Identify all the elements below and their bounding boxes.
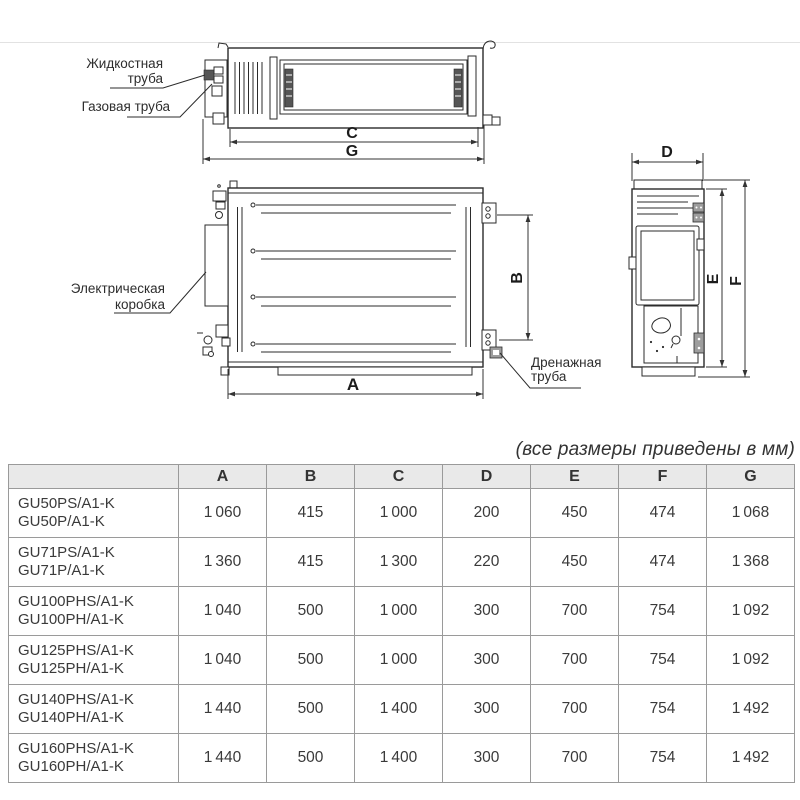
- electrical-box-label: Электрическая: [70, 281, 165, 296]
- valve-fittings: [197, 325, 230, 375]
- electrical-box: [205, 225, 228, 306]
- access-panel: [636, 226, 699, 305]
- dimension-value-cell: 1 360: [179, 538, 267, 587]
- dim-label-F: F: [728, 276, 745, 286]
- pipe-fitting: [213, 113, 224, 124]
- table-header-row: [9, 465, 795, 489]
- model-name: GU71P/A1-K: [18, 562, 105, 579]
- table-row: [9, 538, 795, 587]
- dimension-value-cell: 300: [443, 685, 531, 734]
- callout-gas-pipe: [82, 84, 212, 117]
- gas-pipe-fitting: [212, 86, 222, 96]
- drain-pipe-label: труба: [531, 369, 567, 384]
- dimension-value-cell: 1 000: [355, 489, 443, 538]
- column-header-C: C: [355, 465, 443, 489]
- dimension-value-cell: 1 400: [355, 685, 443, 734]
- dimension-value-cell: 474: [619, 489, 707, 538]
- model-name: GU100PHS/A1-K: [18, 593, 134, 610]
- table-row: [9, 685, 795, 734]
- unit-body-front: [228, 188, 483, 367]
- dimension-value-cell: 1 068: [707, 489, 795, 538]
- dim-label-A: A: [346, 375, 360, 394]
- mounting-bracket: [482, 203, 496, 223]
- model-name: GU160PHS/A1-K: [18, 740, 134, 757]
- dimension-value-cell: 754: [619, 734, 707, 783]
- dimension-value-cell: 500: [267, 636, 355, 685]
- dimension-value-cell: 700: [531, 636, 619, 685]
- dimension-value-cell: 300: [443, 636, 531, 685]
- dimension-value-cell: 500: [267, 685, 355, 734]
- vent-hatch-lines: [235, 62, 262, 114]
- hanger-hook-icon: [218, 43, 228, 48]
- dim-label-D: D: [661, 144, 673, 161]
- dimension-value-cell: 300: [443, 587, 531, 636]
- dimension-value-cell: 415: [267, 489, 355, 538]
- dimension-value-cell: 1 000: [355, 636, 443, 685]
- dimension-value-cell: 450: [531, 489, 619, 538]
- dim-label-C: C: [346, 125, 358, 142]
- dimension-value-cell: 474: [619, 538, 707, 587]
- callout-liquid-pipe: [86, 56, 205, 88]
- dimension-value-cell: 300: [443, 734, 531, 783]
- dimension-value-cell: 1 492: [707, 685, 795, 734]
- model-names-cell: [9, 685, 179, 734]
- column-header-G: G: [707, 465, 795, 489]
- dimension-value-cell: 1 092: [707, 587, 795, 636]
- side-view-drawing: [629, 180, 704, 376]
- drain-pipe-fitting: [490, 347, 502, 358]
- hanger-hook-icon: [483, 41, 495, 49]
- liquid-pipe-label: труба: [127, 71, 163, 86]
- column-header-B: B: [267, 465, 355, 489]
- lower-panel: [644, 306, 698, 363]
- dimensions-table: [8, 464, 795, 783]
- model-names-cell: [9, 636, 179, 685]
- air-outlet-flange: [280, 60, 467, 114]
- dimension-value-cell: 200: [443, 489, 531, 538]
- dimension-value-cell: 500: [267, 587, 355, 636]
- model-names-cell: [9, 587, 179, 636]
- column-header-E: E: [531, 465, 619, 489]
- model-name: GU140PHS/A1-K: [18, 691, 134, 708]
- dimension-E: [705, 189, 727, 367]
- dimensions-table-body: [9, 489, 795, 783]
- bottom-flange: [278, 367, 472, 375]
- side-tab: [697, 239, 704, 250]
- model-names-cell: [9, 734, 179, 783]
- column-header-F: F: [619, 465, 707, 489]
- model-name: GU50PS/A1-K: [18, 495, 115, 512]
- dimension-value-cell: 700: [531, 587, 619, 636]
- dimension-value-cell: 415: [267, 538, 355, 587]
- dimension-value-cell: 1 060: [179, 489, 267, 538]
- top-view-drawing: [204, 41, 500, 128]
- dim-label-B: B: [509, 272, 526, 284]
- side-fitting: [492, 117, 500, 125]
- drain-pipe-label: Дренажная: [531, 355, 602, 370]
- dim-label-G: G: [345, 143, 359, 160]
- flange-strip: [468, 56, 476, 116]
- flange-strip: [270, 57, 277, 119]
- callout-electrical-box: [71, 272, 206, 313]
- hanger-bracket: [230, 181, 237, 188]
- gas-pipe-label: Газовая труба: [81, 99, 170, 114]
- table-corner-cell: [9, 465, 179, 489]
- dimension-value-cell: 700: [531, 734, 619, 783]
- table-row: [9, 489, 795, 538]
- dimension-value-cell: 1 368: [707, 538, 795, 587]
- bottom-flange: [642, 367, 695, 376]
- callout-drain-pipe: [500, 353, 601, 388]
- dimension-value-cell: 1 092: [707, 636, 795, 685]
- model-names-cell: [9, 489, 179, 538]
- dimension-value-cell: 754: [619, 636, 707, 685]
- liquid-pipe-fitting: [204, 70, 214, 80]
- table-row: [9, 587, 795, 636]
- dimension-value-cell: 1 440: [179, 734, 267, 783]
- dimension-value-cell: 754: [619, 685, 707, 734]
- side-fitting: [483, 115, 492, 125]
- dimension-D: [632, 144, 703, 181]
- units-note: (все размеры приведены в мм): [515, 439, 795, 460]
- refrigerant-fittings: [213, 185, 226, 219]
- dimension-value-cell: 754: [619, 587, 707, 636]
- dimension-value-cell: 1 400: [355, 734, 443, 783]
- top-flange: [634, 180, 702, 189]
- model-name: GU125PHS/A1-K: [18, 642, 134, 659]
- dimension-value-cell: 1 040: [179, 587, 267, 636]
- model-names-cell: [9, 538, 179, 587]
- pipe-fitting: [214, 67, 223, 74]
- model-name: GU50P/A1-K: [18, 513, 105, 530]
- model-name: GU71PS/A1-K: [18, 544, 115, 561]
- dimension-value-cell: 1 000: [355, 587, 443, 636]
- dimension-value-cell: 700: [531, 685, 619, 734]
- dimension-value-cell: 450: [531, 538, 619, 587]
- model-name: GU125PH/A1-K: [18, 660, 124, 677]
- column-header-A: A: [179, 465, 267, 489]
- dimension-value-cell: 1 492: [707, 734, 795, 783]
- dimension-value-cell: 500: [267, 734, 355, 783]
- side-tab: [629, 257, 636, 269]
- dim-label-E: E: [705, 273, 722, 285]
- dimension-value-cell: 220: [443, 538, 531, 587]
- liquid-pipe-label: Жидкостная: [86, 56, 163, 71]
- column-header-D: D: [443, 465, 531, 489]
- dimension-value-cell: 1 040: [179, 636, 267, 685]
- dimension-value-cell: 1 300: [355, 538, 443, 587]
- front-view-drawing: [197, 181, 502, 375]
- electrical-box-label: коробка: [114, 297, 165, 312]
- model-name: GU140PH/A1-K: [18, 709, 124, 726]
- dimension-value-cell: 1 440: [179, 685, 267, 734]
- model-name: GU100PH/A1-K: [18, 611, 124, 628]
- table-row: [9, 734, 795, 783]
- model-name: GU160PH/A1-K: [18, 758, 124, 775]
- terminal-strip: [454, 69, 462, 107]
- pipe-fitting: [214, 76, 223, 83]
- dimension-B: [497, 215, 533, 340]
- terminal-strip: [285, 69, 293, 107]
- table-row: [9, 636, 795, 685]
